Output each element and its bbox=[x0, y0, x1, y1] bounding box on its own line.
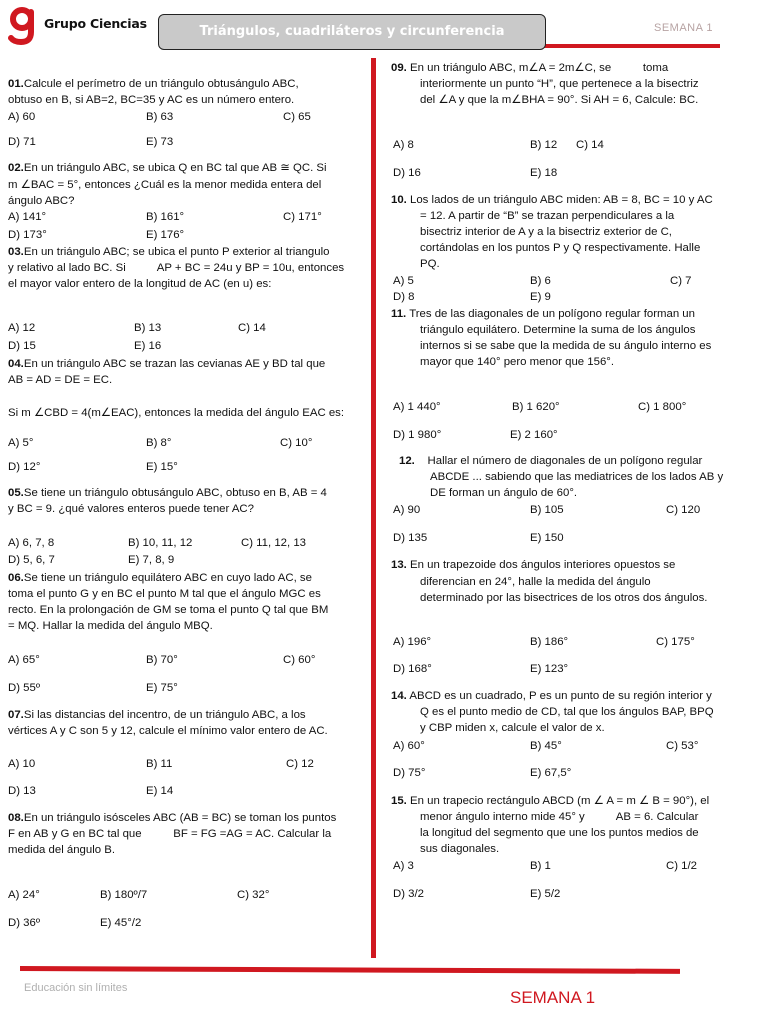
grupo-ciencias-logo-icon bbox=[8, 6, 36, 46]
option-a: A) 5 bbox=[393, 275, 414, 287]
page-title: Triángulos, cuadriláteros y circunferencia bbox=[199, 24, 505, 39]
option-b: B) 63 bbox=[146, 111, 174, 123]
option-a: A) 8 bbox=[393, 139, 414, 151]
question-03-line-1 bbox=[8, 245, 329, 261]
option-a: A) 6, 7, 8 bbox=[8, 537, 55, 549]
option-a: A) 24° bbox=[8, 889, 40, 901]
question-text: En un trapecio rectángulo ABCD (m ∠ A = m ∠ B = 90°), el bbox=[410, 795, 710, 807]
option-c: C) 175° bbox=[656, 636, 695, 648]
question-10-line-3: bisectriz interior de A y a la bisectriz exterior de C, bbox=[420, 226, 672, 238]
question-10-line-4: cortándolas en los puntos P y Q respectivamente. Halle bbox=[420, 242, 701, 254]
question-text: Se tiene un triángulo obtusángulo ABC, obtuso en B, AB = 4 bbox=[23, 487, 327, 499]
option-e: E) 123° bbox=[530, 663, 569, 675]
option-d: D) 173° bbox=[8, 229, 47, 241]
option-b: B) 11 bbox=[146, 758, 173, 770]
option-c: C) 7 bbox=[670, 275, 692, 287]
option-e: E) 45°/2 bbox=[100, 917, 142, 929]
option-a: A) 3 bbox=[393, 860, 414, 872]
option-e: E) 67,5° bbox=[530, 767, 572, 779]
option-e: E) 5/2 bbox=[530, 888, 561, 900]
question-15-line-3: la longitud del segmento que une los puntos medios de bbox=[420, 827, 699, 839]
option-b: B) 186° bbox=[530, 636, 569, 648]
option-b: B) 10, 11, 12 bbox=[128, 537, 193, 549]
option-e: E) 18 bbox=[530, 167, 558, 179]
question-09-line-3: del ∠A y que la m∠BHA = 90°. Si AH = 6, Calcule: BC. bbox=[420, 94, 699, 106]
option-e: E) 75° bbox=[146, 682, 178, 694]
question-text: En un triángulo ABC se trazan las cevianas AE y BD tal que bbox=[23, 358, 326, 370]
option-e: E) 9 bbox=[530, 291, 551, 303]
question-number: 07. bbox=[8, 709, 24, 721]
question-15-line-2: menor ángulo interno mide 45° y AB = 6. Calcular bbox=[420, 811, 699, 823]
question-09-line-1 bbox=[391, 61, 668, 77]
question-text: En un triángulo ABC, m∠A = 2m∠C, se toma bbox=[410, 62, 669, 74]
option-a: A) 196° bbox=[393, 636, 432, 648]
option-e: E) 7, 8, 9 bbox=[128, 554, 175, 566]
option-e: E) 14 bbox=[146, 785, 174, 797]
option-a: A) 60° bbox=[393, 740, 425, 752]
footer-slogan: Educación sin límites bbox=[24, 982, 128, 994]
title-box bbox=[158, 14, 546, 50]
question-12-line-3: DE forman un ángulo de 60°. bbox=[430, 487, 578, 499]
question-15-line-1 bbox=[391, 794, 709, 810]
option-c: C) 171° bbox=[283, 211, 322, 223]
option-a: A) 1 440° bbox=[393, 401, 441, 413]
option-d: D) 13 bbox=[8, 785, 36, 797]
option-d: D) 16 bbox=[393, 167, 421, 179]
question-02-line-1 bbox=[8, 161, 327, 177]
question-number: 14. bbox=[391, 690, 407, 702]
question-03-line-3: el mayor valor entero de la longitud de AC (en u) es: bbox=[8, 278, 272, 290]
option-d: D) 5, 6, 7 bbox=[8, 554, 55, 566]
option-b: B) 180º/7 bbox=[100, 889, 148, 901]
question-04-line-3: Si m ∠CBD = 4(m∠EAC), entonces la medida del ángulo EAC es: bbox=[8, 407, 345, 419]
question-text: En un triángulo ABC; se ubica el punto P exterior al triangulo bbox=[23, 246, 330, 258]
question-04-line-1 bbox=[8, 357, 325, 373]
option-d: D) 3/2 bbox=[393, 888, 425, 900]
brand-name: Grupo Ciencias bbox=[44, 16, 147, 31]
question-11-line-1 bbox=[391, 307, 695, 323]
question-10-line-2: = 12. A partir de “B” se trazan perpendiculares a la bbox=[420, 210, 675, 222]
question-08-line-1 bbox=[8, 811, 336, 827]
question-07-line-1 bbox=[8, 708, 306, 724]
question-text: Tres de las diagonales de un polígono regular forman un bbox=[409, 308, 695, 320]
option-a: A) 90 bbox=[393, 504, 421, 516]
question-06-line-2: toma el punto G y en BC el punto M tal que el ángulo MGC es bbox=[8, 588, 321, 600]
option-c: C) 60° bbox=[283, 654, 316, 666]
option-d: D) 15 bbox=[8, 340, 36, 352]
option-d: D) 168° bbox=[393, 663, 432, 675]
week-label-top: SEMANA 1 bbox=[654, 22, 714, 34]
option-a: A) 10 bbox=[8, 758, 36, 770]
question-08-line-2: F en AB y G en BC tal que BF = FG =AG = AC. Calcular la bbox=[8, 828, 332, 840]
option-c: C) 53° bbox=[666, 740, 699, 752]
footer-rule bbox=[20, 966, 680, 974]
option-b: B) 105 bbox=[530, 504, 564, 516]
question-01-line-2: obtuso en B, si AB=2, BC=35 y AC es un número entero. bbox=[8, 94, 295, 106]
question-06-line-4: = MQ. Hallar la medida del ángulo MBQ. bbox=[8, 620, 213, 632]
question-02-line-2: m ∠BAC = 5°, entonces ¿Cuál es la menor medida entera del bbox=[8, 179, 322, 191]
option-e: E) 150 bbox=[530, 532, 564, 544]
question-06-line-1 bbox=[8, 571, 312, 587]
question-number: 03. bbox=[8, 246, 24, 258]
option-c: C) 32° bbox=[237, 889, 270, 901]
option-c: C) 14 bbox=[576, 139, 604, 151]
question-14-line-3: y CBP miden x, calcule el valor de x. bbox=[420, 722, 605, 734]
option-d: D) 12° bbox=[8, 461, 41, 473]
question-text: Se tiene un triángulo equilátero ABC en cuyo lado AC, se bbox=[23, 572, 312, 584]
question-14-line-1 bbox=[391, 689, 712, 705]
question-text: En un triángulo ABC, se ubica Q en BC tal que AB ≅ QC. Si bbox=[23, 162, 327, 174]
question-number: 12. bbox=[399, 455, 415, 467]
option-c: C) 1 800° bbox=[638, 401, 687, 413]
question-text: En un triángulo isósceles ABC (AB = BC) se toman los puntos bbox=[23, 812, 337, 824]
question-number: 05. bbox=[8, 487, 24, 499]
option-d: D) 71 bbox=[8, 136, 36, 148]
option-c: C) 65 bbox=[283, 111, 311, 123]
column-divider bbox=[371, 58, 376, 958]
option-c: C) 11, 12, 13 bbox=[241, 537, 307, 549]
question-01-line-1 bbox=[8, 77, 299, 93]
option-c: C) 10° bbox=[280, 437, 313, 449]
question-number: 01. bbox=[8, 78, 24, 90]
option-a: A) 65° bbox=[8, 654, 40, 666]
option-b: B) 6 bbox=[530, 275, 551, 287]
option-a: A) 12 bbox=[8, 322, 36, 334]
question-text: Los lados de un triángulo ABC miden: AB = 8, BC = 10 y AC bbox=[410, 194, 713, 206]
question-text: Hallar el número de diagonales de un polígono regular bbox=[427, 455, 703, 467]
option-e: E) 15° bbox=[146, 461, 178, 473]
question-11-line-2: triángulo equilátero. Determine la suma de los ángulos bbox=[420, 324, 696, 336]
option-e: E) 2 160° bbox=[510, 429, 558, 441]
option-b: B) 70° bbox=[146, 654, 178, 666]
question-text: Calcule el perímetro de un triángulo obtusángulo ABC, bbox=[23, 78, 299, 90]
question-12-line-1 bbox=[399, 454, 702, 470]
question-number: 04. bbox=[8, 358, 24, 370]
question-number: 15. bbox=[391, 795, 407, 807]
question-14-line-2: Q es el punto medio de CD, tal que los ángulos BAP, BPQ bbox=[420, 706, 714, 718]
option-b: B) 45° bbox=[530, 740, 562, 752]
option-c: C) 1/2 bbox=[666, 860, 698, 872]
option-c: C) 120 bbox=[666, 504, 701, 516]
question-10-line-1 bbox=[391, 193, 713, 209]
question-number: 10. bbox=[391, 194, 407, 206]
option-d: D) 8 bbox=[393, 291, 415, 303]
option-e: E) 176° bbox=[146, 229, 185, 241]
option-d: D) 36º bbox=[8, 917, 41, 929]
question-09-line-2: interiormente un punto “H”, que pertenece a la bisectriz bbox=[420, 78, 699, 90]
question-number: 02. bbox=[8, 162, 24, 174]
option-d: D) 1 980° bbox=[393, 429, 442, 441]
question-13-line-3: determinado por las bisectrices de los otros dos ángulos. bbox=[420, 592, 708, 604]
option-d: D) 55º bbox=[8, 682, 41, 694]
option-a: A) 141° bbox=[8, 211, 47, 223]
question-text: En un trapezoide dos ángulos interiores opuestos se bbox=[410, 559, 676, 571]
question-13-line-2: diferencian en 24°, halle la medida del ángulo bbox=[420, 576, 651, 588]
question-number: 09. bbox=[391, 62, 407, 74]
footer-week-label: SEMANA 1 bbox=[510, 988, 596, 1007]
question-number: 08. bbox=[8, 812, 24, 824]
option-c: C) 12 bbox=[286, 758, 314, 770]
option-b: B) 13 bbox=[134, 322, 162, 334]
option-d: D) 135 bbox=[393, 532, 428, 544]
question-08-line-3: medida del ángulo B. bbox=[8, 844, 116, 856]
option-b: B) 12 bbox=[530, 139, 558, 151]
question-number: 13. bbox=[391, 559, 407, 571]
question-02-line-3: ángulo ABC? bbox=[8, 195, 75, 207]
option-e: E) 16 bbox=[134, 340, 162, 352]
question-06-line-3: recto. En la prolongación de GM se toma el punto Q tal que BM bbox=[8, 604, 329, 616]
question-text: ABCD es un cuadrado, P es un punto de su región interior y bbox=[409, 690, 712, 702]
question-15-line-4: sus diagonales. bbox=[420, 843, 500, 855]
option-a: A) 5° bbox=[8, 437, 34, 449]
question-07-line-2: vértices A y C son 5 y 12, calcule el mínimo valor entero de AC. bbox=[8, 725, 328, 737]
option-e: E) 73 bbox=[146, 136, 174, 148]
question-04-line-2: AB = AD = DE = EC. bbox=[8, 374, 113, 386]
option-c: C) 14 bbox=[238, 322, 266, 334]
option-b: B) 8° bbox=[146, 437, 172, 449]
option-a: A) 60 bbox=[8, 111, 36, 123]
question-11-line-4: mayor que 140° pero menor que 156°. bbox=[420, 356, 615, 368]
option-d: D) 75° bbox=[393, 767, 426, 779]
question-10-line-5: PQ. bbox=[420, 258, 440, 270]
question-12-line-2: ABCDE ... sabiendo que las mediatrices de los lados AB y bbox=[430, 471, 724, 483]
option-b: B) 1 bbox=[530, 860, 551, 872]
question-11-line-3: internos si se sabe que la medida de su ángulo interno es bbox=[420, 340, 712, 352]
option-b: B) 161° bbox=[146, 211, 185, 223]
question-number: 11. bbox=[391, 308, 407, 320]
question-05-line-2: y BC = 9. ¿qué valores enteros puede tener AC? bbox=[8, 503, 254, 515]
question-number: 06. bbox=[8, 572, 24, 584]
question-text: Si las distancias del incentro, de un triángulo ABC, a los bbox=[23, 709, 306, 721]
question-13-line-1 bbox=[391, 558, 675, 574]
question-03-line-2: y relativo al lado BC. Si AP + BC = 24u y BP = 10u, entonces bbox=[8, 262, 345, 274]
option-b: B) 1 620° bbox=[512, 401, 560, 413]
question-05-line-1 bbox=[8, 486, 327, 502]
